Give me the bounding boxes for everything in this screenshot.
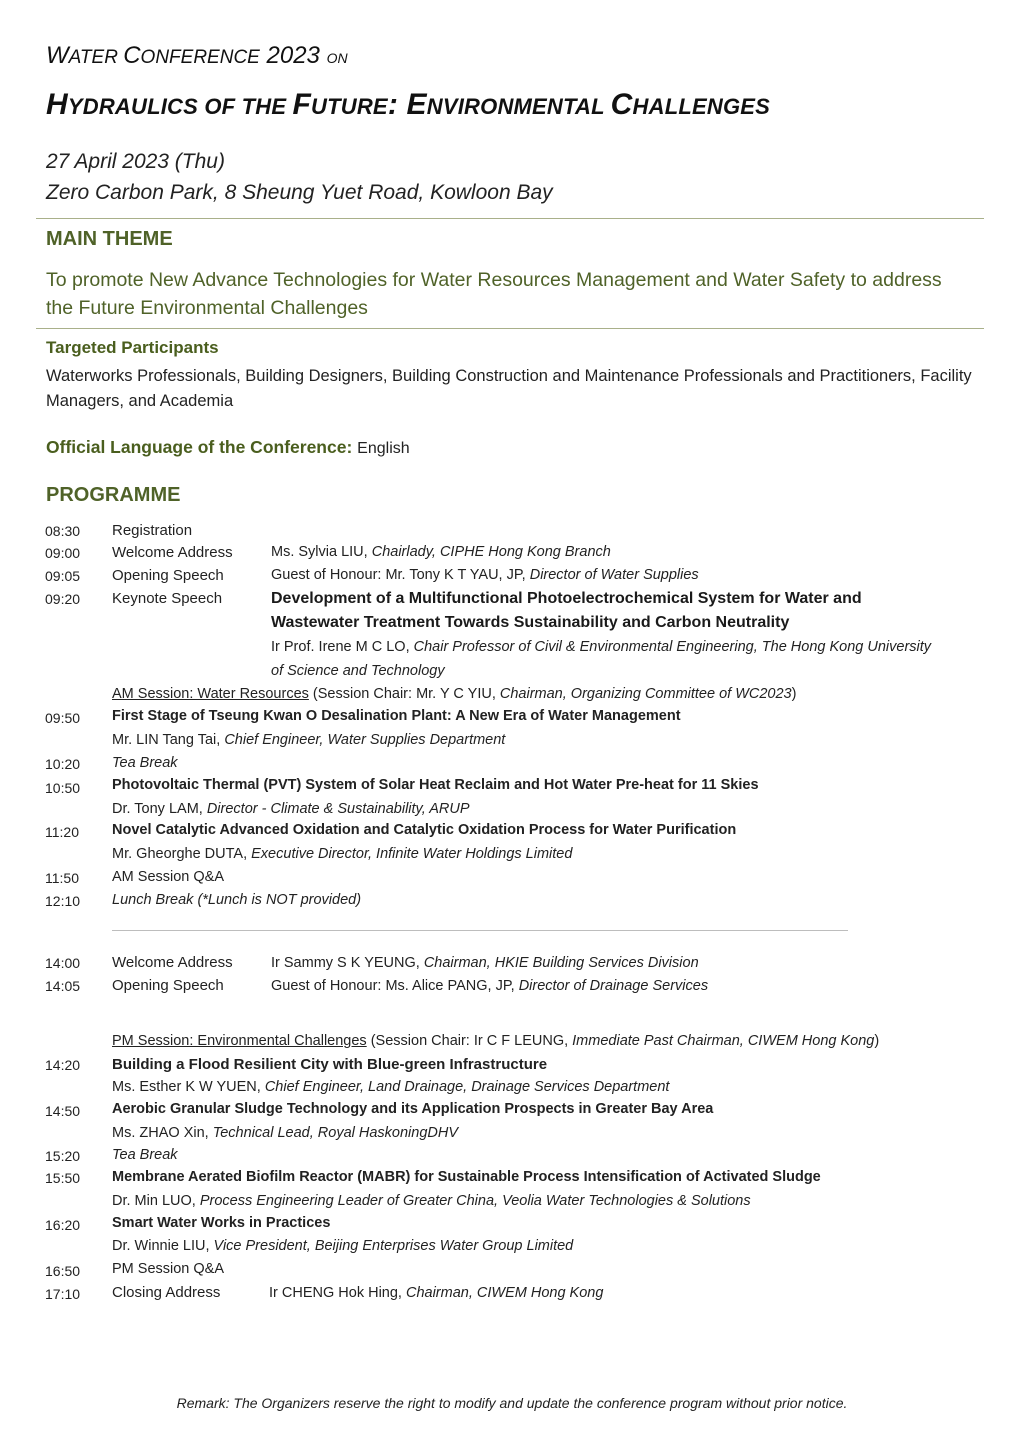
speaker: Ir Prof. Irene M C LO, Chair Professor of Civil & Environmental Engineering, The Hong Kong University	[271, 639, 932, 655]
talk-title: Smart Water Works in Practices	[112, 1215, 331, 1231]
item-label: Lunch Break (*Lunch is NOT provided)	[112, 892, 362, 908]
speaker: Ir CHENG Hok Hing, Chairman, CIWEM Hong Kong	[269, 1285, 604, 1301]
item-label: AM Session Q&A	[112, 869, 225, 885]
item-label: Keynote Speech	[112, 590, 223, 607]
item-label: Registration	[112, 522, 193, 539]
speaker: Dr. Tony LAM, Director - Climate & Sustainability, ARUP	[112, 801, 470, 817]
time: 16:20	[45, 1217, 81, 1233]
time: 14:20	[45, 1057, 81, 1073]
speaker: Ms. ZHAO Xin, Technical Lead, Royal HaskoningDHV	[112, 1125, 459, 1141]
talk-title: Building a Flood Resilient City with Blue-green Infrastructure	[112, 1056, 548, 1073]
item-label: Closing Address	[112, 1284, 221, 1301]
talk-title: First Stage of Tseung Kwan O Desalination Plant: A New Era of Water Management	[112, 708, 681, 724]
conference-title: HYDRAULICS OF THE FUTURE: ENVIRONMENTAL CHALLENGES	[46, 88, 771, 121]
divider	[36, 328, 984, 329]
programme-heading: PROGRAMME	[46, 484, 181, 506]
item-label: Opening Speech	[112, 567, 224, 584]
speaker: Ir Sammy S K YEUNG, Chairman, HKIE Building Services Division	[271, 955, 699, 971]
time: 11:20	[45, 824, 79, 840]
item-label: PM Session Q&A	[112, 1261, 225, 1277]
speaker: Dr. Min LUO, Process Engineering Leader of Greater China, Veolia Water Technologies & Solutions	[112, 1193, 751, 1209]
conference-series: WATER CONFERENCE 2023 ON	[46, 42, 348, 69]
am-session-header: AM Session: Water Resources (Session Chair: Mr. Y C YIU, Chairman, Organizing Committee of WC2023)	[112, 686, 797, 702]
conference-venue: Zero Carbon Park, 8 Sheung Yuet Road, Kowloon Bay	[46, 181, 553, 204]
item-label: Tea Break	[112, 1147, 178, 1163]
time: 09:20	[45, 591, 81, 607]
speaker: Guest of Honour: Mr. Tony K T YAU, JP, Director of Water Supplies	[271, 567, 699, 583]
time: 09:00	[45, 545, 81, 561]
time: 10:50	[45, 780, 81, 796]
time: 11:50	[45, 870, 79, 886]
talk-title: Novel Catalytic Advanced Oxidation and Catalytic Oxidation Process for Water Purification	[112, 822, 737, 838]
talk-title: Aerobic Granular Sludge Technology and its Application Prospects in Greater Bay Area	[112, 1101, 714, 1117]
speaker: Ms. Sylvia LIU, Chairlady, CIPHE Hong Kong Branch	[271, 544, 611, 560]
language-line: Official Language of the Conference: English	[46, 437, 410, 457]
talk-title: Photovoltaic Thermal (PVT) System of Solar Heat Reclaim and Hot Water Pre-heat for 11 Skies	[112, 777, 759, 793]
talk-title: Development of a Multifunctional Photoelectrochemical System for Water and	[271, 590, 862, 607]
time: 08:30	[45, 523, 81, 539]
time: 09:50	[45, 710, 81, 726]
time: 12:10	[45, 893, 81, 909]
speaker: Dr. Winnie LIU, Vice President, Beijing Enterprises Water Group Limited	[112, 1238, 574, 1254]
item-label: Tea Break	[112, 755, 178, 771]
participants-heading: Targeted Participants	[46, 338, 219, 357]
divider	[112, 930, 848, 931]
time: 14:00	[45, 955, 81, 971]
time: 17:10	[45, 1286, 81, 1302]
conference-date: 27 April 2023 (Thu)	[46, 150, 225, 173]
item-label: Welcome Address	[112, 544, 233, 561]
speaker: Guest of Honour: Ms. Alice PANG, JP, Director of Drainage Services	[271, 978, 709, 994]
time: 14:05	[45, 978, 81, 994]
time: 14:50	[45, 1103, 81, 1119]
pm-session-header: PM Session: Environmental Challenges (Session Chair: Ir C F LEUNG, Immediate Past Chairman, CIWEM Hong Kong)	[112, 1033, 880, 1049]
participants-text: Waterworks Professionals, Building Designers, Building Construction and Maintenance Professionals and Practitioners, Facility Managers, and Academia	[46, 367, 972, 410]
item-label: Opening Speech	[112, 977, 224, 994]
speaker: Ms. Esther K W YUEN, Chief Engineer, Land Drainage, Drainage Services Department	[112, 1079, 670, 1095]
main-theme-heading: MAIN THEME	[46, 228, 173, 250]
divider	[36, 218, 984, 219]
talk-title: Membrane Aerated Biofilm Reactor (MABR) for Sustainable Process Intensification of Activated Sludge	[112, 1169, 821, 1185]
speaker-role: of Science and Technology	[271, 663, 445, 679]
time: 15:20	[45, 1148, 81, 1164]
time: 10:20	[45, 756, 81, 772]
time: 09:05	[45, 568, 81, 584]
speaker: Mr. Gheorghe DUTA, Executive Director, Infinite Water Holdings Limited	[112, 846, 573, 862]
speaker: Mr. LIN Tang Tai, Chief Engineer, Water Supplies Department	[112, 732, 506, 748]
remark: Remark: The Organizers reserve the right to modify and update the conference program without prior notice.	[176, 1395, 848, 1411]
main-theme-text: To promote New Advance Technologies for Water Resources Management and Water Safety to address the Future Environmental Challenges	[46, 269, 942, 319]
time: 16:50	[45, 1263, 81, 1279]
talk-title: Wastewater Treatment Towards Sustainability and Carbon Neutrality	[271, 614, 790, 631]
time: 15:50	[45, 1170, 81, 1186]
item-label: Welcome Address	[112, 954, 233, 971]
